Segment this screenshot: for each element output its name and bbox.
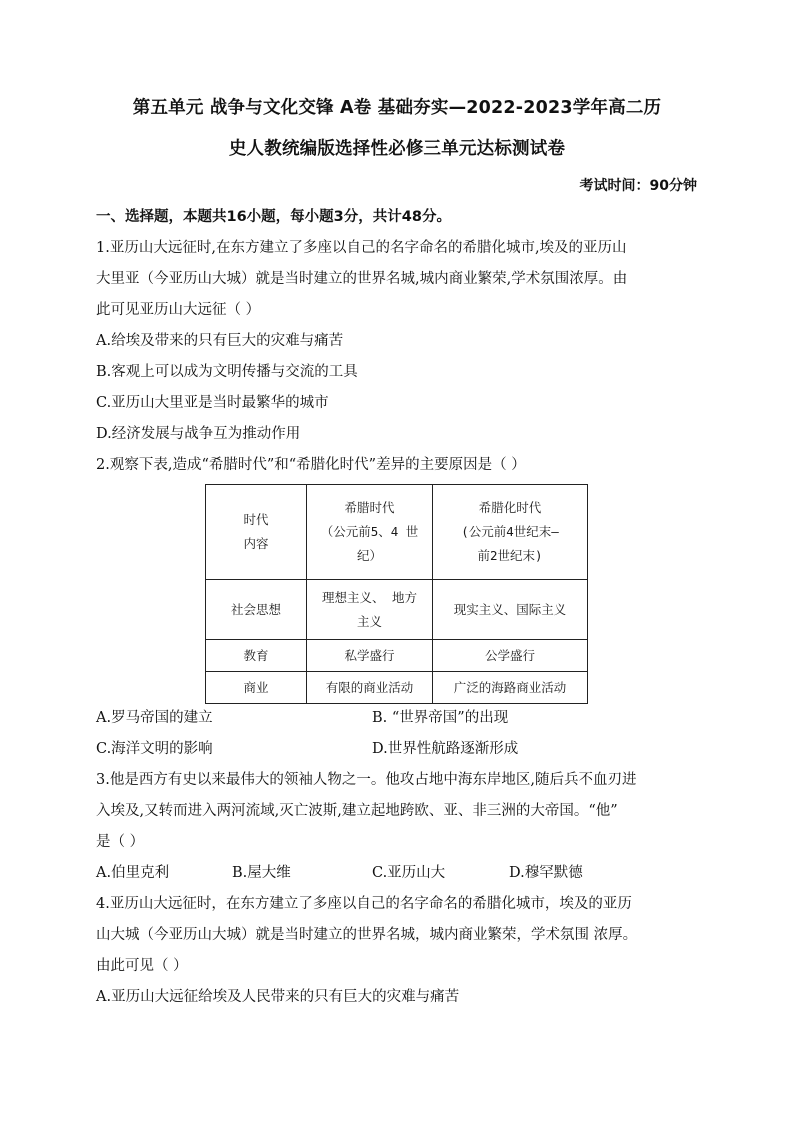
question-4-stem-line-3: 由此可见（ ）	[96, 958, 188, 974]
table-corner-bottom: 内容	[243, 536, 269, 551]
question-1-stem-line-2: 大里亚（今亚历山大城）就是当时建立的世界名城,城内商业繁荣,学术氛围浓厚。由	[96, 271, 628, 287]
row-commerce-greek: 有限的商业活动	[307, 672, 433, 704]
table-corner-top: 时代	[243, 512, 269, 527]
question-2-option-c: C.海洋文明的影响	[96, 741, 213, 757]
exam-time: 考试时间：90分钟	[579, 178, 697, 194]
page-title-line-2: 史人教统编版选择性必修三单元达标测试卷	[228, 139, 566, 159]
question-3-stem-line-2: 入埃及,又转而进入两河流域,灭亡波斯,建立起地跨欧、亚、非三洲的大帝国。“他”	[96, 803, 618, 819]
row-commerce-hellenistic: 广泛的海路商业活动	[433, 672, 588, 704]
question-3-option-b: B.屋大维	[232, 865, 291, 881]
table-header-hellenistic-era	[433, 485, 588, 580]
question-3-stem-line-3: 是（ ）	[96, 834, 145, 850]
row-label-commerce: 商业	[206, 672, 307, 704]
row-social-thought-greek	[307, 580, 433, 640]
header-greek-line-2: （公元前5、4 世	[320, 524, 419, 539]
header-hellenistic-line-1: 希腊化时代	[478, 500, 542, 515]
header-hellenistic-line-2: (公元前4世纪末—	[461, 524, 559, 539]
row-education-greek: 私学盛行	[307, 640, 433, 672]
page-title-line-1: 第五单元 战争与文化交锋 A卷 基础夯实—2022-2023学年高二历	[132, 98, 662, 118]
section-heading: 一、选择题，本题共16小题，每小题3分，共计48分。	[96, 209, 451, 225]
table-header-row	[206, 485, 588, 580]
question-1-option-a: A.给埃及带来的只有巨大的灾难与痛苦	[96, 333, 344, 349]
question-1-stem-line-3: 此可见亚历山大远征（ ）	[96, 302, 261, 318]
question-4-stem-line-2: 山大城（今亚历山大城）就是当时建立的世界名城，城内商业繁荣，学术氛围 浓厚。	[96, 927, 638, 943]
header-greek-line-1: 希腊时代	[344, 500, 395, 515]
table-row	[206, 672, 588, 704]
table-row	[206, 580, 588, 640]
row-education-hellenistic: 公学盛行	[433, 640, 588, 672]
question-2-option-a: A.罗马帝国的建立	[96, 710, 213, 726]
question-2-option-d: D.世界性航路逐渐形成	[372, 741, 519, 757]
question-3-stem-line-1: 3.他是西方有史以来最伟大的领袖人物之一。他攻占地中海东岸地区,随后兵不血刃进	[96, 772, 637, 788]
cell-line-1: 理想主义、 地方	[321, 589, 418, 605]
question-1-option-d: D.经济发展与战争互为推动作用	[96, 426, 301, 442]
header-hellenistic-line-3: 前2世纪末)	[477, 548, 543, 563]
table-row	[206, 640, 588, 672]
cell-line-2: 主义	[356, 613, 382, 629]
question-3-option-d: D.穆罕默德	[509, 865, 583, 881]
question-1-stem-line-1: 1.亚历山大远征时,在东方建立了多座以自己的名字命名的希腊化城市,埃及的亚历山	[96, 240, 627, 256]
row-label-social-thought: 社会思想	[206, 580, 307, 640]
question-4-option-a: A.亚历山大远征给埃及人民带来的只有巨大的灾难与痛苦	[96, 989, 460, 1005]
row-social-thought-hellenistic: 现实主义、国际主义	[433, 580, 588, 640]
question-1-option-b: B.客观上可以成为文明传播与交流的工具	[96, 364, 358, 380]
table-header-greek-era	[307, 485, 433, 580]
question-2-option-b: B. “世界帝国”的出现	[372, 710, 509, 726]
question-4-stem-line-1: 4.亚历山大远征时，在东方建立了多座以自己的名字命名的希腊化城市，埃及的亚历	[96, 896, 632, 912]
table-corner-cell	[206, 485, 307, 580]
comparison-table	[205, 484, 588, 704]
question-1-option-c: C.亚历山大里亚是当时最繁华的城市	[96, 395, 329, 411]
question-3-option-a: A.伯里克利	[96, 865, 170, 881]
question-3-option-c: C.亚历山大	[372, 865, 446, 881]
question-2-stem: 2.观察下表,造成“希腊时代”和“希腊化时代”差异的主要原因是（ ）	[96, 457, 526, 473]
row-label-education: 教育	[206, 640, 307, 672]
header-greek-line-3: 纪）	[356, 548, 382, 563]
